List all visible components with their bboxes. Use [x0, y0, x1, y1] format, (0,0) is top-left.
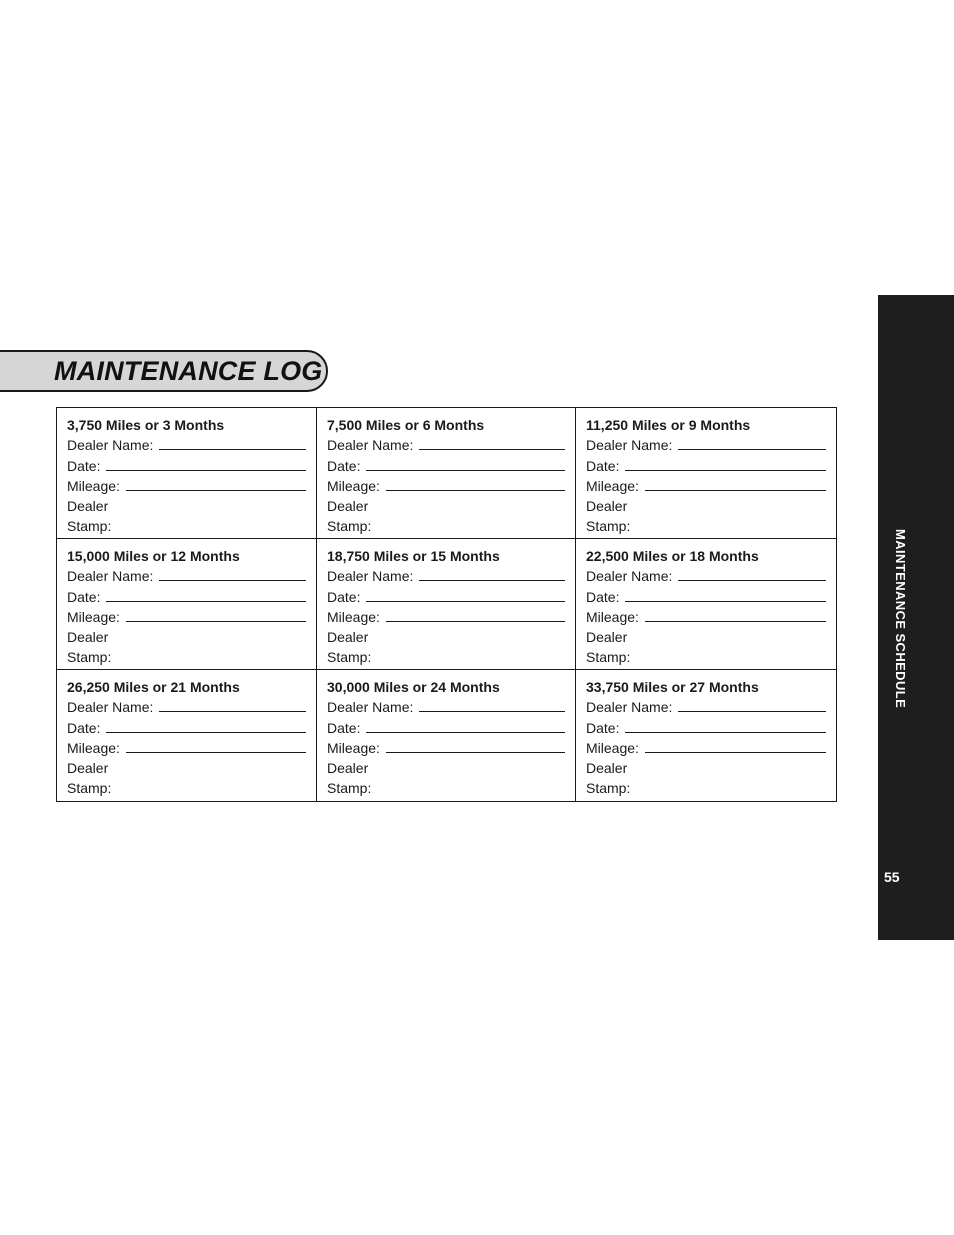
- field-label: Dealer Name:: [586, 699, 673, 716]
- dealer-label: Dealer: [67, 498, 109, 515]
- field-label: Mileage:: [586, 608, 639, 625]
- field-label: Mileage:: [67, 739, 120, 756]
- dealer-label: Dealer: [327, 760, 369, 777]
- stamp-label: Stamp:: [67, 649, 112, 666]
- dealer-name-field[interactable]: [67, 435, 306, 455]
- dealer-name-field[interactable]: [67, 697, 306, 717]
- date-field[interactable]: [67, 587, 306, 607]
- blank-line: [386, 477, 565, 491]
- dealer-name-field[interactable]: [327, 435, 565, 455]
- mileage-field[interactable]: [586, 607, 826, 627]
- blank-line: [386, 608, 565, 622]
- blank-line: [386, 739, 565, 753]
- dealer-name-field[interactable]: [67, 566, 306, 586]
- field-label: Date:: [67, 719, 101, 736]
- dealer-label: Dealer: [586, 498, 628, 515]
- blank-line: [126, 477, 306, 491]
- field-label: Date:: [327, 457, 361, 474]
- stamp-label: Stamp:: [327, 649, 372, 666]
- dealer-name-field[interactable]: [586, 435, 826, 455]
- entry-title: 3,750 Miles or 3 Months: [67, 417, 225, 433]
- blank-line: [159, 567, 306, 581]
- blank-line: [159, 698, 306, 712]
- blank-line: [419, 567, 565, 581]
- field-label: Date:: [67, 457, 101, 474]
- field-label: Date:: [67, 588, 101, 605]
- dealer-name-field[interactable]: [586, 566, 826, 586]
- log-entry: [57, 539, 317, 670]
- entry-title: 22,500 Miles or 18 Months: [586, 548, 759, 564]
- field-label: Dealer Name:: [67, 437, 154, 454]
- blank-line: [366, 719, 565, 733]
- log-entry: [576, 670, 836, 801]
- dealer-label: Dealer: [586, 760, 628, 777]
- blank-line: [625, 719, 826, 733]
- blank-line: [625, 588, 826, 602]
- dealer-label: Dealer: [327, 629, 369, 646]
- mileage-field[interactable]: [327, 738, 565, 758]
- field-label: Dealer Name:: [586, 568, 673, 585]
- blank-line: [678, 698, 826, 712]
- date-field[interactable]: [67, 718, 306, 738]
- entry-title: 26,250 Miles or 21 Months: [67, 679, 240, 695]
- entry-title: 7,500 Miles or 6 Months: [327, 417, 485, 433]
- log-entry: [317, 670, 576, 801]
- mileage-field[interactable]: [586, 738, 826, 758]
- mileage-field[interactable]: [327, 476, 565, 496]
- entry-title: 30,000 Miles or 24 Months: [327, 679, 500, 695]
- field-label: Date:: [586, 719, 620, 736]
- blank-line: [678, 567, 826, 581]
- section-label: MAINTENANCE SCHEDULE: [893, 529, 908, 709]
- field-label: Dealer Name:: [327, 699, 414, 716]
- log-entry: [576, 539, 836, 670]
- field-label: Date:: [327, 588, 361, 605]
- log-entry: [317, 408, 576, 539]
- mileage-field[interactable]: [327, 607, 565, 627]
- blank-line: [159, 436, 306, 450]
- entry-title: 18,750 Miles or 15 Months: [327, 548, 500, 564]
- stamp-label: Stamp:: [586, 649, 631, 666]
- entry-title: 33,750 Miles or 27 Months: [586, 679, 759, 695]
- field-label: Mileage:: [67, 608, 120, 625]
- blank-line: [106, 588, 306, 602]
- mileage-field[interactable]: [67, 738, 306, 758]
- dealer-label: Dealer: [586, 629, 628, 646]
- date-field[interactable]: [327, 587, 565, 607]
- log-entry: [57, 670, 317, 801]
- date-field[interactable]: [327, 718, 565, 738]
- blank-line: [366, 588, 565, 602]
- field-label: Mileage:: [586, 477, 639, 494]
- log-entry: [317, 539, 576, 670]
- field-label: Mileage:: [327, 739, 380, 756]
- dealer-label: Dealer: [327, 498, 369, 515]
- field-label: Mileage:: [327, 608, 380, 625]
- field-label: Mileage:: [327, 477, 380, 494]
- blank-line: [126, 739, 306, 753]
- stamp-label: Stamp:: [327, 518, 372, 535]
- field-label: Dealer Name:: [327, 568, 414, 585]
- log-entry: [57, 408, 317, 539]
- section-side-tab: [878, 295, 954, 940]
- stamp-label: Stamp:: [67, 518, 112, 535]
- maintenance-log-table: [56, 407, 837, 802]
- dealer-label: Dealer: [67, 760, 109, 777]
- date-field[interactable]: [586, 587, 826, 607]
- entry-title: 11,250 Miles or 9 Months: [586, 417, 751, 433]
- blank-line: [419, 698, 565, 712]
- mileage-field[interactable]: [67, 476, 306, 496]
- blank-line: [106, 719, 306, 733]
- blank-line: [106, 457, 306, 471]
- field-label: Mileage:: [586, 739, 639, 756]
- date-field[interactable]: [586, 456, 826, 476]
- dealer-name-field[interactable]: [586, 697, 826, 717]
- blank-line: [645, 608, 826, 622]
- date-field[interactable]: [586, 718, 826, 738]
- blank-line: [645, 477, 826, 491]
- entry-title: 15,000 Miles or 12 Months: [67, 548, 240, 564]
- stamp-label: Stamp:: [67, 780, 112, 797]
- mileage-field[interactable]: [586, 476, 826, 496]
- field-label: Dealer Name:: [67, 568, 154, 585]
- date-field[interactable]: [327, 456, 565, 476]
- blank-line: [625, 457, 826, 471]
- stamp-label: Stamp:: [327, 780, 372, 797]
- dealer-name-field[interactable]: [327, 566, 565, 586]
- log-entry: [576, 408, 836, 539]
- dealer-name-field[interactable]: [327, 697, 565, 717]
- date-field[interactable]: [67, 456, 306, 476]
- field-label: Dealer Name:: [586, 437, 673, 454]
- dealer-label: Dealer: [67, 629, 109, 646]
- field-label: Date:: [586, 457, 620, 474]
- field-label: Date:: [327, 719, 361, 736]
- blank-line: [366, 457, 565, 471]
- page-number: 55: [884, 869, 900, 885]
- field-label: Dealer Name:: [67, 699, 154, 716]
- stamp-label: Stamp:: [586, 518, 631, 535]
- blank-line: [126, 608, 306, 622]
- field-label: Dealer Name:: [327, 437, 414, 454]
- mileage-field[interactable]: [67, 607, 306, 627]
- page-title: MAINTENANCE LOG: [54, 356, 323, 386]
- field-label: Date:: [586, 588, 620, 605]
- blank-line: [678, 436, 826, 450]
- blank-line: [645, 739, 826, 753]
- stamp-label: Stamp:: [586, 780, 631, 797]
- blank-line: [419, 436, 565, 450]
- field-label: Mileage:: [67, 477, 120, 494]
